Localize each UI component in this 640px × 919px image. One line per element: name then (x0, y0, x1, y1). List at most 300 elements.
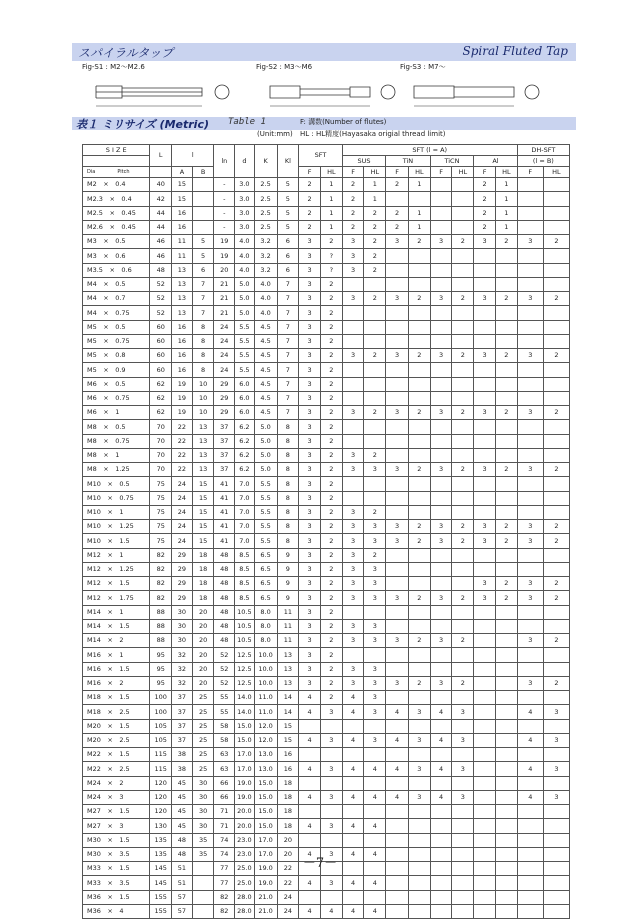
value-cell (364, 477, 386, 491)
table-row (83, 363, 570, 377)
value-cell: 16 (172, 206, 193, 220)
value-cell: 2.5 (254, 178, 277, 192)
value-cell: 20.0 (235, 805, 255, 819)
value-cell (517, 648, 543, 662)
table-row (83, 577, 570, 591)
value-cell: 2 (320, 548, 342, 562)
value-cell: 2 (452, 463, 474, 477)
value-cell (517, 776, 543, 790)
value-cell (495, 662, 517, 676)
value-cell: 9 (277, 591, 299, 605)
value-cell: 19 (214, 249, 235, 263)
value-cell: 4 (386, 790, 409, 804)
header-d: d (235, 145, 255, 178)
value-cell (342, 491, 364, 505)
value-cell: 3 (517, 591, 543, 605)
value-cell: 7 (192, 292, 214, 306)
value-cell: 24 (172, 505, 193, 519)
value-cell: 46 (150, 249, 172, 263)
value-cell (386, 577, 409, 591)
value-cell: 3 (342, 534, 364, 548)
header-l: l (172, 145, 214, 167)
value-cell: 8.5 (235, 591, 255, 605)
value-cell: 70 (150, 420, 172, 434)
value-cell: 1 (320, 178, 342, 192)
value-cell: 115 (150, 762, 172, 776)
value-cell (517, 619, 543, 633)
value-cell (430, 220, 452, 234)
value-cell: 3 (299, 434, 321, 448)
value-cell (517, 263, 543, 277)
value-cell (386, 491, 409, 505)
value-cell (320, 719, 342, 733)
value-cell (474, 334, 496, 348)
value-cell (409, 833, 431, 847)
value-cell: - (214, 192, 235, 206)
value-cell (320, 890, 342, 904)
value-cell: 2 (364, 292, 386, 306)
value-cell (320, 833, 342, 847)
value-cell (543, 890, 569, 904)
value-cell: 2 (543, 235, 569, 249)
value-cell: 2 (320, 577, 342, 591)
value-cell (364, 776, 386, 790)
table-row (83, 320, 570, 334)
value-cell (452, 662, 474, 676)
value-cell (452, 648, 474, 662)
value-cell (543, 192, 569, 206)
value-cell (430, 448, 452, 462)
value-cell (543, 748, 569, 762)
value-cell (430, 619, 452, 633)
value-cell: 3 (474, 534, 496, 548)
size-cell: M2 × 0.4 (83, 178, 150, 192)
note-flutes: F: 溝数(Number of flutes) (300, 118, 387, 126)
value-cell: 3 (430, 463, 452, 477)
value-cell (342, 477, 364, 491)
value-cell: 11.0 (254, 705, 277, 719)
value-cell (386, 562, 409, 576)
value-cell (517, 548, 543, 562)
value-cell: 3 (409, 762, 431, 776)
table-row (83, 178, 570, 192)
value-cell (430, 420, 452, 434)
value-cell: 3 (517, 235, 543, 249)
value-cell: 70 (150, 448, 172, 462)
value-cell: ? (320, 249, 342, 263)
value-cell: 4 (517, 705, 543, 719)
value-cell (543, 249, 569, 263)
value-cell: 11 (277, 605, 299, 619)
size-cell: M16 × 1 (83, 648, 150, 662)
value-cell: 4 (364, 876, 386, 890)
value-cell: 15 (192, 477, 214, 491)
value-cell: 20.0 (235, 819, 255, 833)
value-cell (543, 334, 569, 348)
value-cell (430, 477, 452, 491)
table-row (83, 220, 570, 234)
value-cell (543, 805, 569, 819)
value-cell (474, 277, 496, 291)
value-cell: 48 (214, 548, 235, 562)
value-cell: 2 (364, 263, 386, 277)
value-cell: 19.0 (235, 776, 255, 790)
value-cell: 4 (430, 762, 452, 776)
value-cell: 3 (386, 349, 409, 363)
size-cell: M4 × 0.75 (83, 306, 150, 320)
size-cell: M33 × 3.5 (83, 876, 150, 890)
value-cell: 3 (342, 235, 364, 249)
value-cell: 30 (172, 634, 193, 648)
size-cell: M14 × 2 (83, 634, 150, 648)
value-cell (452, 178, 474, 192)
value-cell: 2 (342, 192, 364, 206)
value-cell: 4 (342, 762, 364, 776)
value-cell: 155 (150, 904, 172, 918)
value-cell: 10 (192, 406, 214, 420)
value-cell (495, 434, 517, 448)
value-cell (543, 363, 569, 377)
value-cell (452, 548, 474, 562)
size-cell: M8 × 0.75 (83, 434, 150, 448)
value-cell (517, 420, 543, 434)
value-cell: 3 (386, 292, 409, 306)
value-cell: 41 (214, 534, 235, 548)
value-cell: 5.0 (235, 306, 255, 320)
value-cell (543, 619, 569, 633)
size-cell: M10 × 1 (83, 505, 150, 519)
value-cell (495, 548, 517, 562)
value-cell: 2 (474, 192, 496, 206)
value-cell: 3 (474, 591, 496, 605)
value-cell: 6 (277, 263, 299, 277)
value-cell (386, 548, 409, 562)
value-cell: 5 (277, 220, 299, 234)
value-cell: 52 (150, 277, 172, 291)
value-cell (474, 249, 496, 263)
value-cell: 3 (517, 577, 543, 591)
table-row (83, 277, 570, 291)
value-cell: 3 (430, 406, 452, 420)
value-cell (409, 719, 431, 733)
size-cell: M12 × 1.75 (83, 591, 150, 605)
table-row (83, 448, 570, 462)
value-cell: 3 (517, 406, 543, 420)
value-cell: 7 (277, 334, 299, 348)
value-cell: 2 (320, 562, 342, 576)
value-cell: 3 (474, 520, 496, 534)
value-cell: 3 (299, 320, 321, 334)
value-cell: 3 (474, 235, 496, 249)
value-cell (386, 306, 409, 320)
value-cell (452, 890, 474, 904)
value-cell (543, 548, 569, 562)
value-cell: 2 (409, 349, 431, 363)
value-cell: 4.0 (235, 263, 255, 277)
value-cell (364, 748, 386, 762)
value-cell: 66 (214, 776, 235, 790)
value-cell (495, 448, 517, 462)
value-cell: 25.0 (235, 876, 255, 890)
value-cell (342, 833, 364, 847)
value-cell: 6.5 (254, 577, 277, 591)
value-cell: 2 (409, 406, 431, 420)
value-cell: 3 (299, 349, 321, 363)
value-cell: 58 (214, 719, 235, 733)
value-cell: 2 (543, 406, 569, 420)
value-cell (474, 748, 496, 762)
value-cell (495, 377, 517, 391)
value-cell: 2 (320, 235, 342, 249)
value-cell: 2 (299, 206, 321, 220)
value-cell: 3 (299, 505, 321, 519)
value-cell (543, 220, 569, 234)
value-cell: 3 (430, 292, 452, 306)
value-cell: 3 (543, 705, 569, 719)
value-cell (430, 178, 452, 192)
page-number: －7－ (302, 856, 338, 871)
value-cell: 2 (543, 349, 569, 363)
value-cell: 10.0 (254, 676, 277, 690)
value-cell: 3 (299, 491, 321, 505)
value-cell: 17.0 (254, 847, 277, 861)
value-cell: 2 (452, 349, 474, 363)
value-cell (409, 619, 431, 633)
value-cell (430, 391, 452, 405)
value-cell (474, 391, 496, 405)
value-cell: 5.0 (254, 420, 277, 434)
value-cell: 1 (409, 178, 431, 192)
table-row (83, 235, 570, 249)
value-cell: 100 (150, 691, 172, 705)
value-cell (517, 719, 543, 733)
value-cell: 48 (214, 591, 235, 605)
value-cell (474, 733, 496, 747)
value-cell: 13 (192, 463, 214, 477)
value-cell: 74 (214, 833, 235, 847)
value-cell: 13.0 (254, 748, 277, 762)
value-cell: 4 (342, 790, 364, 804)
value-cell (342, 648, 364, 662)
value-cell: 62 (150, 391, 172, 405)
value-cell (474, 448, 496, 462)
table-row (83, 349, 570, 363)
value-cell: 10.0 (254, 662, 277, 676)
value-cell (299, 833, 321, 847)
value-cell (364, 420, 386, 434)
value-cell (409, 776, 431, 790)
value-cell: 28.0 (235, 904, 255, 918)
header-A: A (172, 167, 193, 178)
value-cell (517, 819, 543, 833)
value-cell: 8 (277, 434, 299, 448)
value-cell: 75 (150, 505, 172, 519)
notes (300, 116, 446, 140)
value-cell: 3 (517, 534, 543, 548)
value-cell: 6 (192, 263, 214, 277)
value-cell: 48 (172, 833, 193, 847)
value-cell: 30 (192, 805, 214, 819)
value-cell: 8 (277, 463, 299, 477)
value-cell: 3 (386, 534, 409, 548)
value-cell: 16 (172, 320, 193, 334)
value-cell: 3 (299, 548, 321, 562)
value-cell: 2 (474, 206, 496, 220)
value-cell (364, 377, 386, 391)
value-cell (386, 391, 409, 405)
value-cell: 88 (150, 619, 172, 633)
value-cell (409, 577, 431, 591)
value-cell: 6.0 (235, 406, 255, 420)
table-body (83, 178, 570, 919)
value-cell: 2 (452, 534, 474, 548)
value-cell (517, 477, 543, 491)
value-cell: 2 (320, 691, 342, 705)
value-cell: 2 (320, 520, 342, 534)
value-cell (386, 719, 409, 733)
value-cell (386, 377, 409, 391)
table-row (83, 391, 570, 405)
value-cell (452, 420, 474, 434)
tap-drawing-s3 (400, 70, 570, 114)
value-cell: 4.5 (254, 349, 277, 363)
value-cell: 82 (150, 562, 172, 576)
value-cell: 4 (299, 904, 321, 918)
value-cell (517, 206, 543, 220)
value-cell: 3 (364, 562, 386, 576)
value-cell: 11 (172, 249, 193, 263)
value-cell: 51 (172, 876, 193, 890)
value-cell (495, 691, 517, 705)
value-cell (495, 776, 517, 790)
table-row (83, 748, 570, 762)
value-cell (409, 662, 431, 676)
value-cell: 44 (150, 206, 172, 220)
value-cell: 20 (192, 619, 214, 633)
value-cell: 6.0 (235, 377, 255, 391)
table-row (83, 904, 570, 918)
value-cell: 16 (172, 349, 193, 363)
value-cell (430, 206, 452, 220)
value-cell: 24 (214, 334, 235, 348)
value-cell: 2 (409, 534, 431, 548)
value-cell: 3 (430, 634, 452, 648)
value-cell: 17.0 (254, 833, 277, 847)
value-cell: 8.5 (235, 548, 255, 562)
value-cell (342, 420, 364, 434)
table-row (83, 406, 570, 420)
value-cell: 25 (192, 705, 214, 719)
value-cell (320, 776, 342, 790)
value-cell: 20 (192, 605, 214, 619)
table-row (83, 192, 570, 206)
size-cell: M12 × 1 (83, 548, 150, 562)
banner-title-en: Spiral Fluted Tap (462, 44, 568, 58)
value-cell: 4.5 (254, 391, 277, 405)
header-sft: SFT (299, 145, 342, 167)
value-cell: 5 (277, 178, 299, 192)
value-cell: 2 (495, 235, 517, 249)
value-cell: 41 (214, 477, 235, 491)
value-cell: 25 (192, 719, 214, 733)
value-cell (543, 691, 569, 705)
value-cell: 15 (192, 505, 214, 519)
value-cell: 3 (517, 349, 543, 363)
value-cell: 23.0 (235, 833, 255, 847)
value-cell: 5.5 (235, 320, 255, 334)
size-cell: M8 × 1.25 (83, 463, 150, 477)
value-cell: 2 (364, 249, 386, 263)
table-row (83, 691, 570, 705)
value-cell: 30 (192, 776, 214, 790)
value-cell: 3 (320, 733, 342, 747)
value-cell: 2 (543, 591, 569, 605)
value-cell: 4 (430, 733, 452, 747)
header-F: F (430, 167, 452, 178)
value-cell (299, 890, 321, 904)
value-cell: 2 (495, 349, 517, 363)
value-cell: 28.0 (235, 890, 255, 904)
value-cell (452, 448, 474, 462)
value-cell (192, 904, 214, 918)
value-cell: 2 (320, 320, 342, 334)
value-cell: 3 (320, 847, 342, 861)
value-cell: 2 (452, 520, 474, 534)
value-cell: 3.2 (254, 263, 277, 277)
value-cell (495, 705, 517, 719)
value-cell: 2 (320, 391, 342, 405)
value-cell: 2 (320, 662, 342, 676)
value-cell: 2 (364, 220, 386, 234)
value-cell: 4 (386, 705, 409, 719)
value-cell (543, 420, 569, 434)
value-cell: 2 (320, 377, 342, 391)
value-cell: 4 (517, 762, 543, 776)
value-cell: 5 (192, 249, 214, 263)
value-cell: 70 (150, 434, 172, 448)
value-cell: 38 (172, 748, 193, 762)
value-cell (474, 263, 496, 277)
value-cell (452, 748, 474, 762)
value-cell: 3 (320, 790, 342, 804)
value-cell: 18 (192, 591, 214, 605)
size-cell: M3 × 0.5 (83, 235, 150, 249)
value-cell (409, 434, 431, 448)
value-cell: 66 (214, 790, 235, 804)
value-cell (495, 719, 517, 733)
figure-caption: Fig-S1 : M2～M2.6 (82, 63, 145, 71)
value-cell (386, 819, 409, 833)
value-cell: 3 (299, 591, 321, 605)
value-cell: 4 (299, 790, 321, 804)
value-cell: 2 (409, 235, 431, 249)
value-cell (543, 662, 569, 676)
table-row (83, 206, 570, 220)
value-cell: 4 (299, 705, 321, 719)
value-cell (474, 605, 496, 619)
header-ticn: TiCN (430, 156, 473, 167)
value-cell: 1 (495, 206, 517, 220)
value-cell: 3 (364, 662, 386, 676)
value-cell: 6.2 (235, 463, 255, 477)
value-cell: 3 (452, 762, 474, 776)
value-cell: 2 (409, 520, 431, 534)
value-cell: 6.2 (235, 434, 255, 448)
value-cell: 3 (386, 520, 409, 534)
value-cell: 3 (342, 591, 364, 605)
size-cell: M10 × 1.5 (83, 534, 150, 548)
value-cell: 4.5 (254, 406, 277, 420)
